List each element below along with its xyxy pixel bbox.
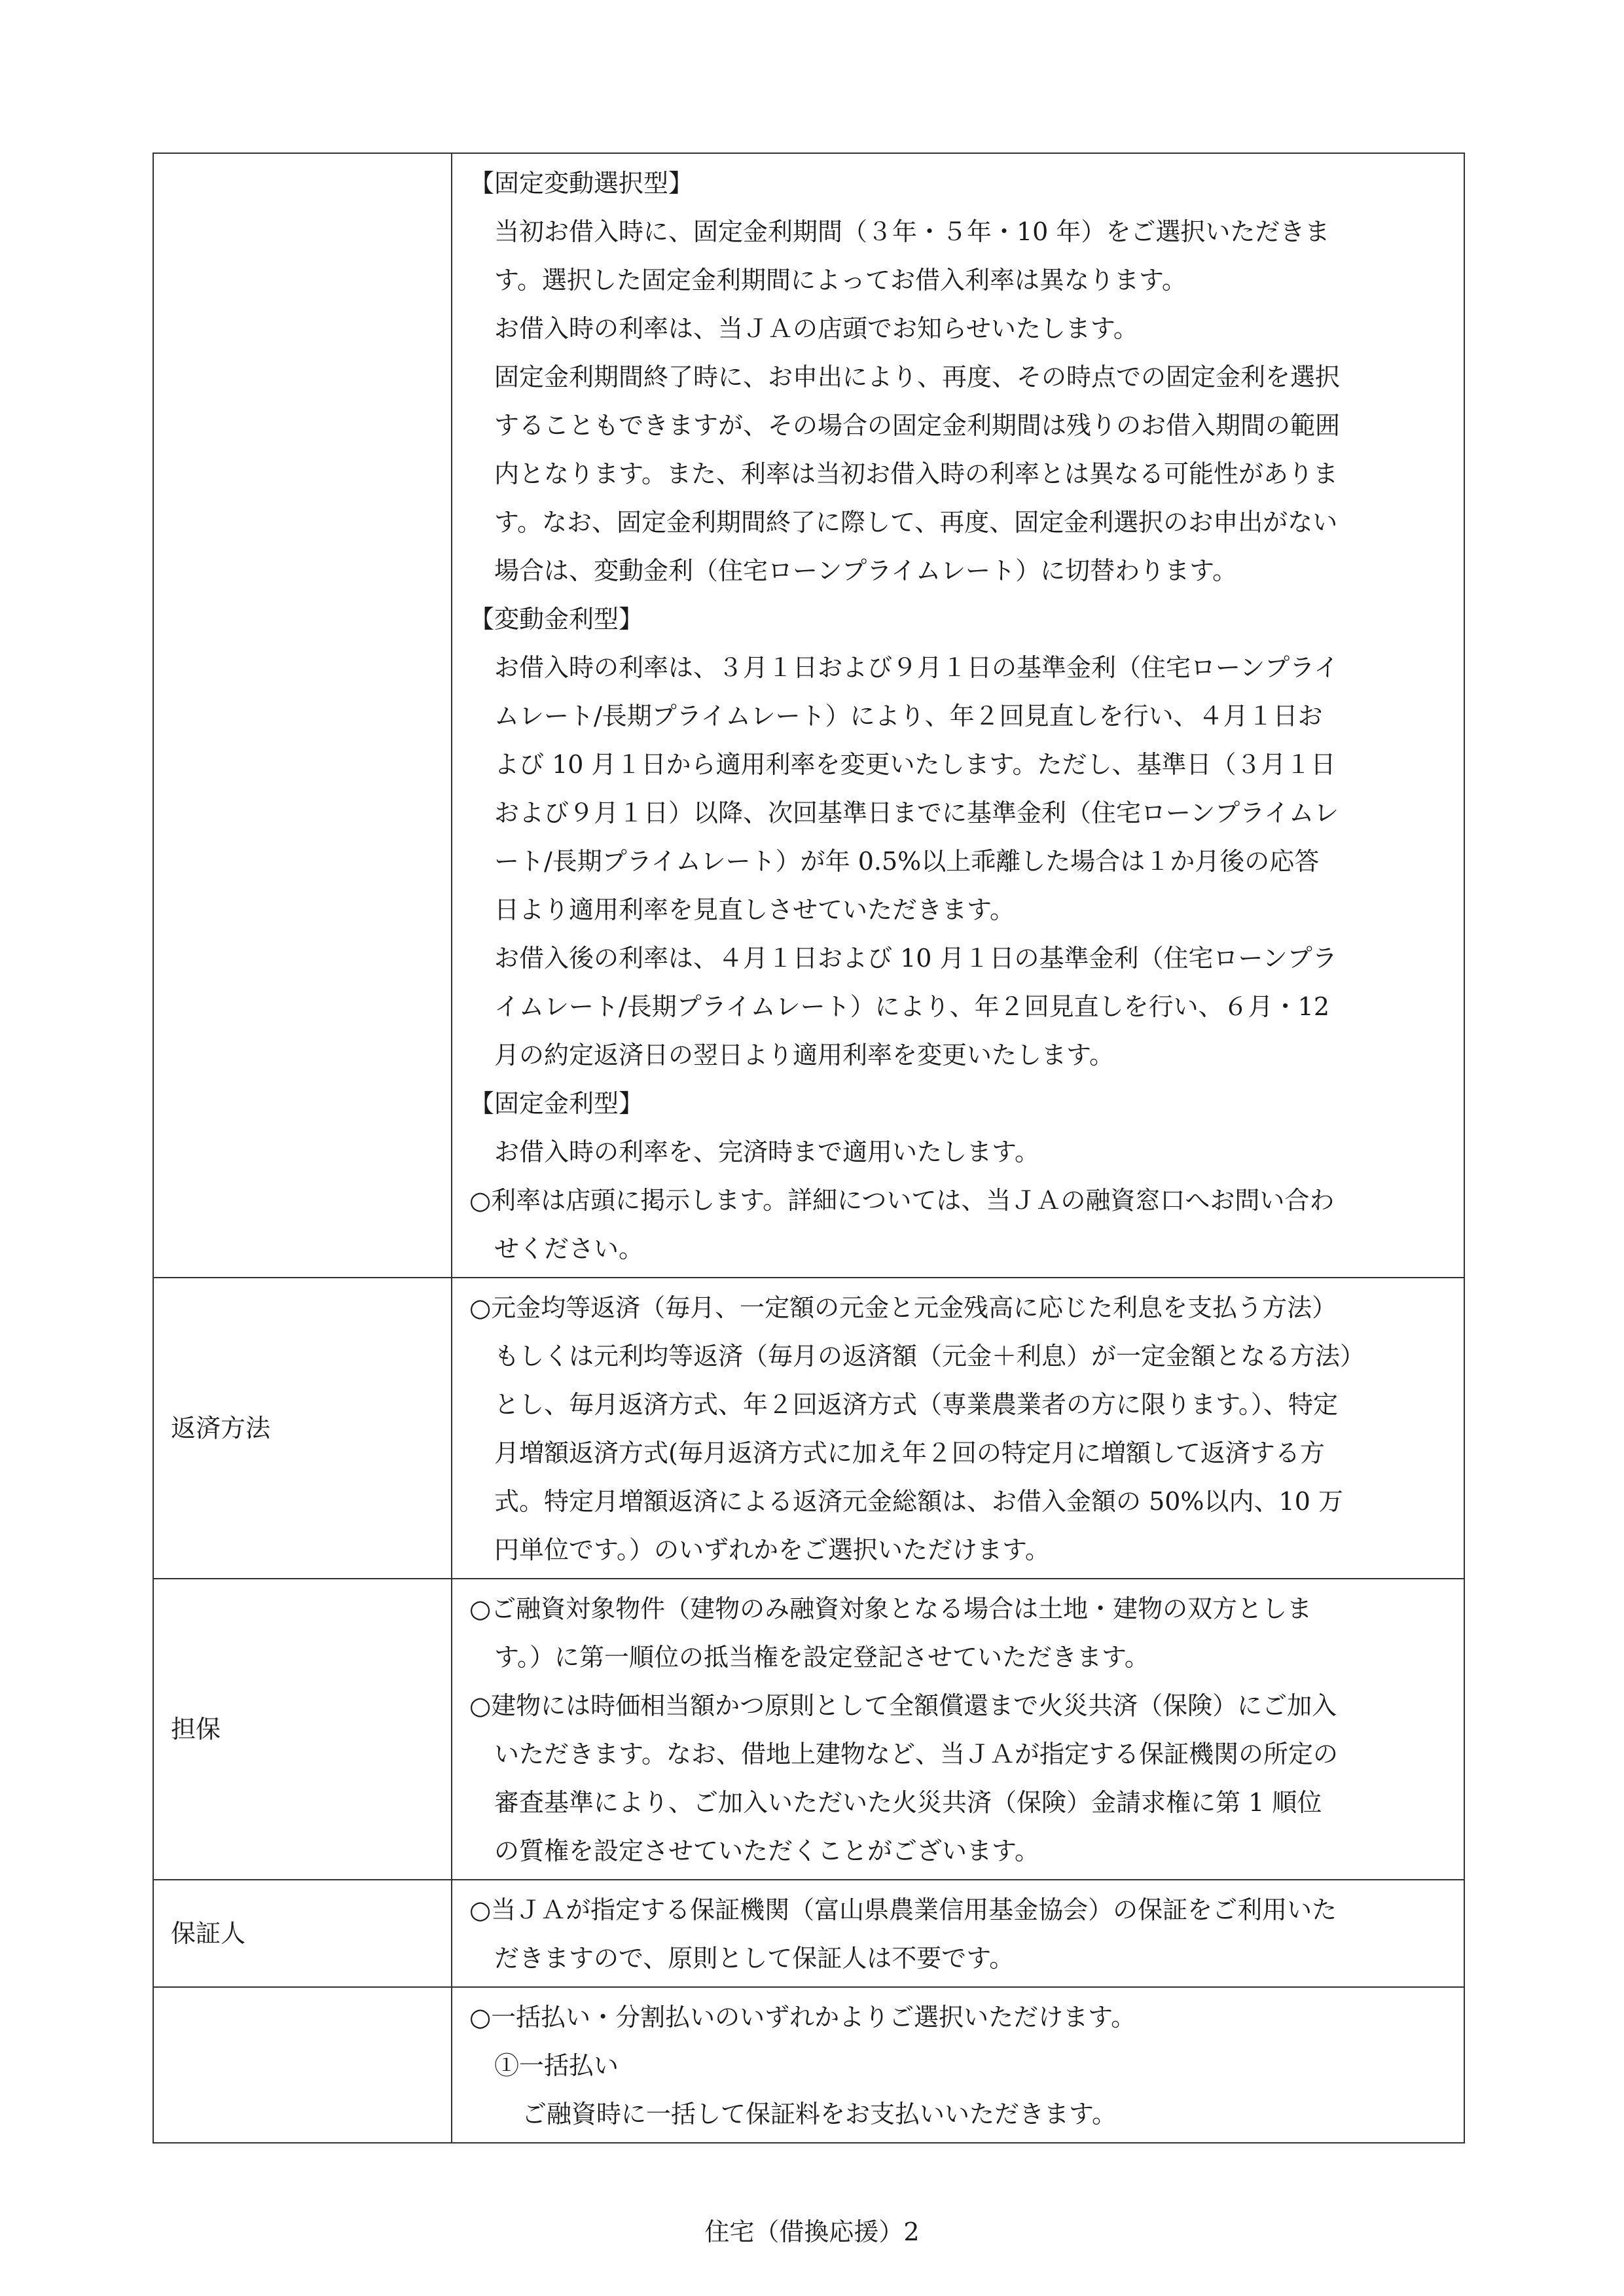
row-label-cell (153, 1579, 452, 1880)
text-line: 当初お借入時に、固定金利期間（３年・５年・10 年）をご選択いただきま (494, 217, 1330, 246)
text-line: イムレート/長期プライムレート）により、年２回見直しを行い、６月・12 (494, 992, 1330, 1021)
row-content-cell (452, 1987, 1464, 2143)
loan-terms-table (153, 152, 1465, 2144)
table-row-repayment-method (153, 1278, 1464, 1579)
text-line: よび 10 月１日から適用利率を変更いたします。ただし、基準日（３月１日 (494, 750, 1336, 779)
text-line: 審査基準により、ご加入いただいた火災共済（保険）金請求権に第 1 順位 (494, 1788, 1322, 1817)
table-row-interest-type (153, 153, 1464, 1278)
bullet-line: ○利率は店頭に掲示します。詳細については、当ＪＡの融資窓口へお問い合わ (469, 1186, 1335, 1215)
row-content-cell (452, 1278, 1464, 1579)
row-content-cell (452, 1579, 1464, 1880)
row-label: 担保 (171, 1715, 221, 1744)
text-line: す。選択した固定金利期間によってお借入利率は異なります。 (494, 266, 1187, 295)
table-row-collateral (153, 1579, 1464, 1880)
text-line: だきますので、原則として保証人は不要です。 (494, 1944, 1015, 1973)
text-line: とし、毎月返済方式、年２回返済方式（専業農業者の方に限ります。）、特定 (494, 1390, 1338, 1419)
row-label-cell (153, 1987, 452, 2143)
row-content-cell (452, 1880, 1464, 1987)
section-heading: 【変動金利型】 (469, 605, 644, 634)
bullet-line: ○元金均等返済（毎月、一定額の元金と元金残高に応じた利息を支払う方法） (469, 1293, 1337, 1322)
text-line: いただきます。なお、借地上建物など、当ＪＡが指定する保証機関の所定の (494, 1740, 1338, 1768)
text-line: の質権を設定させていただくことがございます。 (494, 1837, 1039, 1865)
text-line: 式。特定月増額返済による返済元金総額は、お借入金額の 50%以内、10 万 (494, 1487, 1343, 1516)
row-label-cell (153, 153, 452, 1278)
text-line: す。なお、固定金利期間終了に際して、再度、固定金利選択のお申出がない (494, 508, 1338, 537)
text-line: 内となります。また、利率は当初お借入時の利率とは異なる可能性がありま (494, 459, 1338, 488)
text-line: および９月１日）以降、次回基準日までに基準金利（住宅ローンプライムレ (494, 798, 1339, 827)
row-content-cell (452, 153, 1464, 1278)
text-line: 月の約定返済日の翌日より適用利率を変更いたします。 (494, 1041, 1114, 1069)
table-row-guarantee-fee (153, 1987, 1464, 2143)
bullet-line: ○建物には時価相当額かつ原則として全額償還まで火災共済（保険）にご加入 (469, 1691, 1337, 1720)
text-line: お借入時の利率を、完済時まで適用いたします。 (494, 1138, 1039, 1166)
row-label: 保証人 (171, 1919, 246, 1948)
text-line: お借入時の利率は、当ＪＡの店頭でお知らせいたします。 (494, 314, 1138, 343)
text-line: す。）に第一順位の抵当権を設定登記させていただきます。 (494, 1643, 1149, 1672)
section-heading: 【固定金利型】 (469, 1089, 644, 1118)
row-label-cell (153, 1278, 452, 1579)
section-heading: 【固定変動選択型】 (469, 169, 694, 198)
bullet-line: ○当ＪＡが指定する保証機関（富山県農業信用基金協会）の保証をご利用いた (469, 1895, 1337, 1924)
row-label-cell (153, 1880, 452, 1987)
text-line: お借入時の利率は、３月１日および９月１日の基準金利（住宅ローンプライ (494, 653, 1339, 682)
text-line: 場合は、変動金利（住宅ローンプライムレート）に切替わります。 (494, 556, 1238, 585)
bullet-line: ○ご融資対象物件（建物のみ融資対象となる場合は土地・建物の双方としま (469, 1594, 1312, 1623)
page-footer: 住宅（借換応援）2 (704, 2217, 920, 2246)
text-line: ムレート/長期プライムレート）により、年２回見直しを行い、４月１日お (494, 702, 1323, 730)
text-line: もしくは元利均等返済（毎月の返済額（元金＋利息）が一定金額となる方法） (494, 1342, 1365, 1371)
text-line: せください。 (494, 1234, 644, 1263)
text-line: ート/長期プライムレート）が年 0.5%以上乖離した場合は１か月後の応答 (494, 847, 1320, 876)
text-line: 月増額返済方式(毎月返済方式に加え年２回の特定月に増額して返済する方 (494, 1439, 1325, 1467)
table-row-guarantor (153, 1880, 1464, 1987)
text-line: ご融資時に一括して保証料をお支払いいただきます。 (522, 2100, 1117, 2128)
sub-heading: ①一括払い (494, 2051, 619, 2080)
text-line: お借入後の利率は、４月１日および 10 月１日の基準金利（住宅ローンプラ (494, 944, 1337, 973)
text-line: 固定金利期間終了時に、お申出により、再度、その時点での固定金利を選択 (494, 363, 1341, 391)
row-label: 返済方法 (171, 1414, 271, 1443)
text-line: 円単位です。）のいずれかをご選択いただけます。 (494, 1535, 1050, 1564)
text-line: することもできますが、その場合の固定金利期間は残りのお借入期間の範囲 (494, 411, 1341, 440)
bullet-line: ○一括払い・分割払いのいずれかよりご選択いただけます。 (469, 2003, 1136, 2032)
text-line: 日より適用利率を見直しさせていただきます。 (494, 895, 1015, 924)
